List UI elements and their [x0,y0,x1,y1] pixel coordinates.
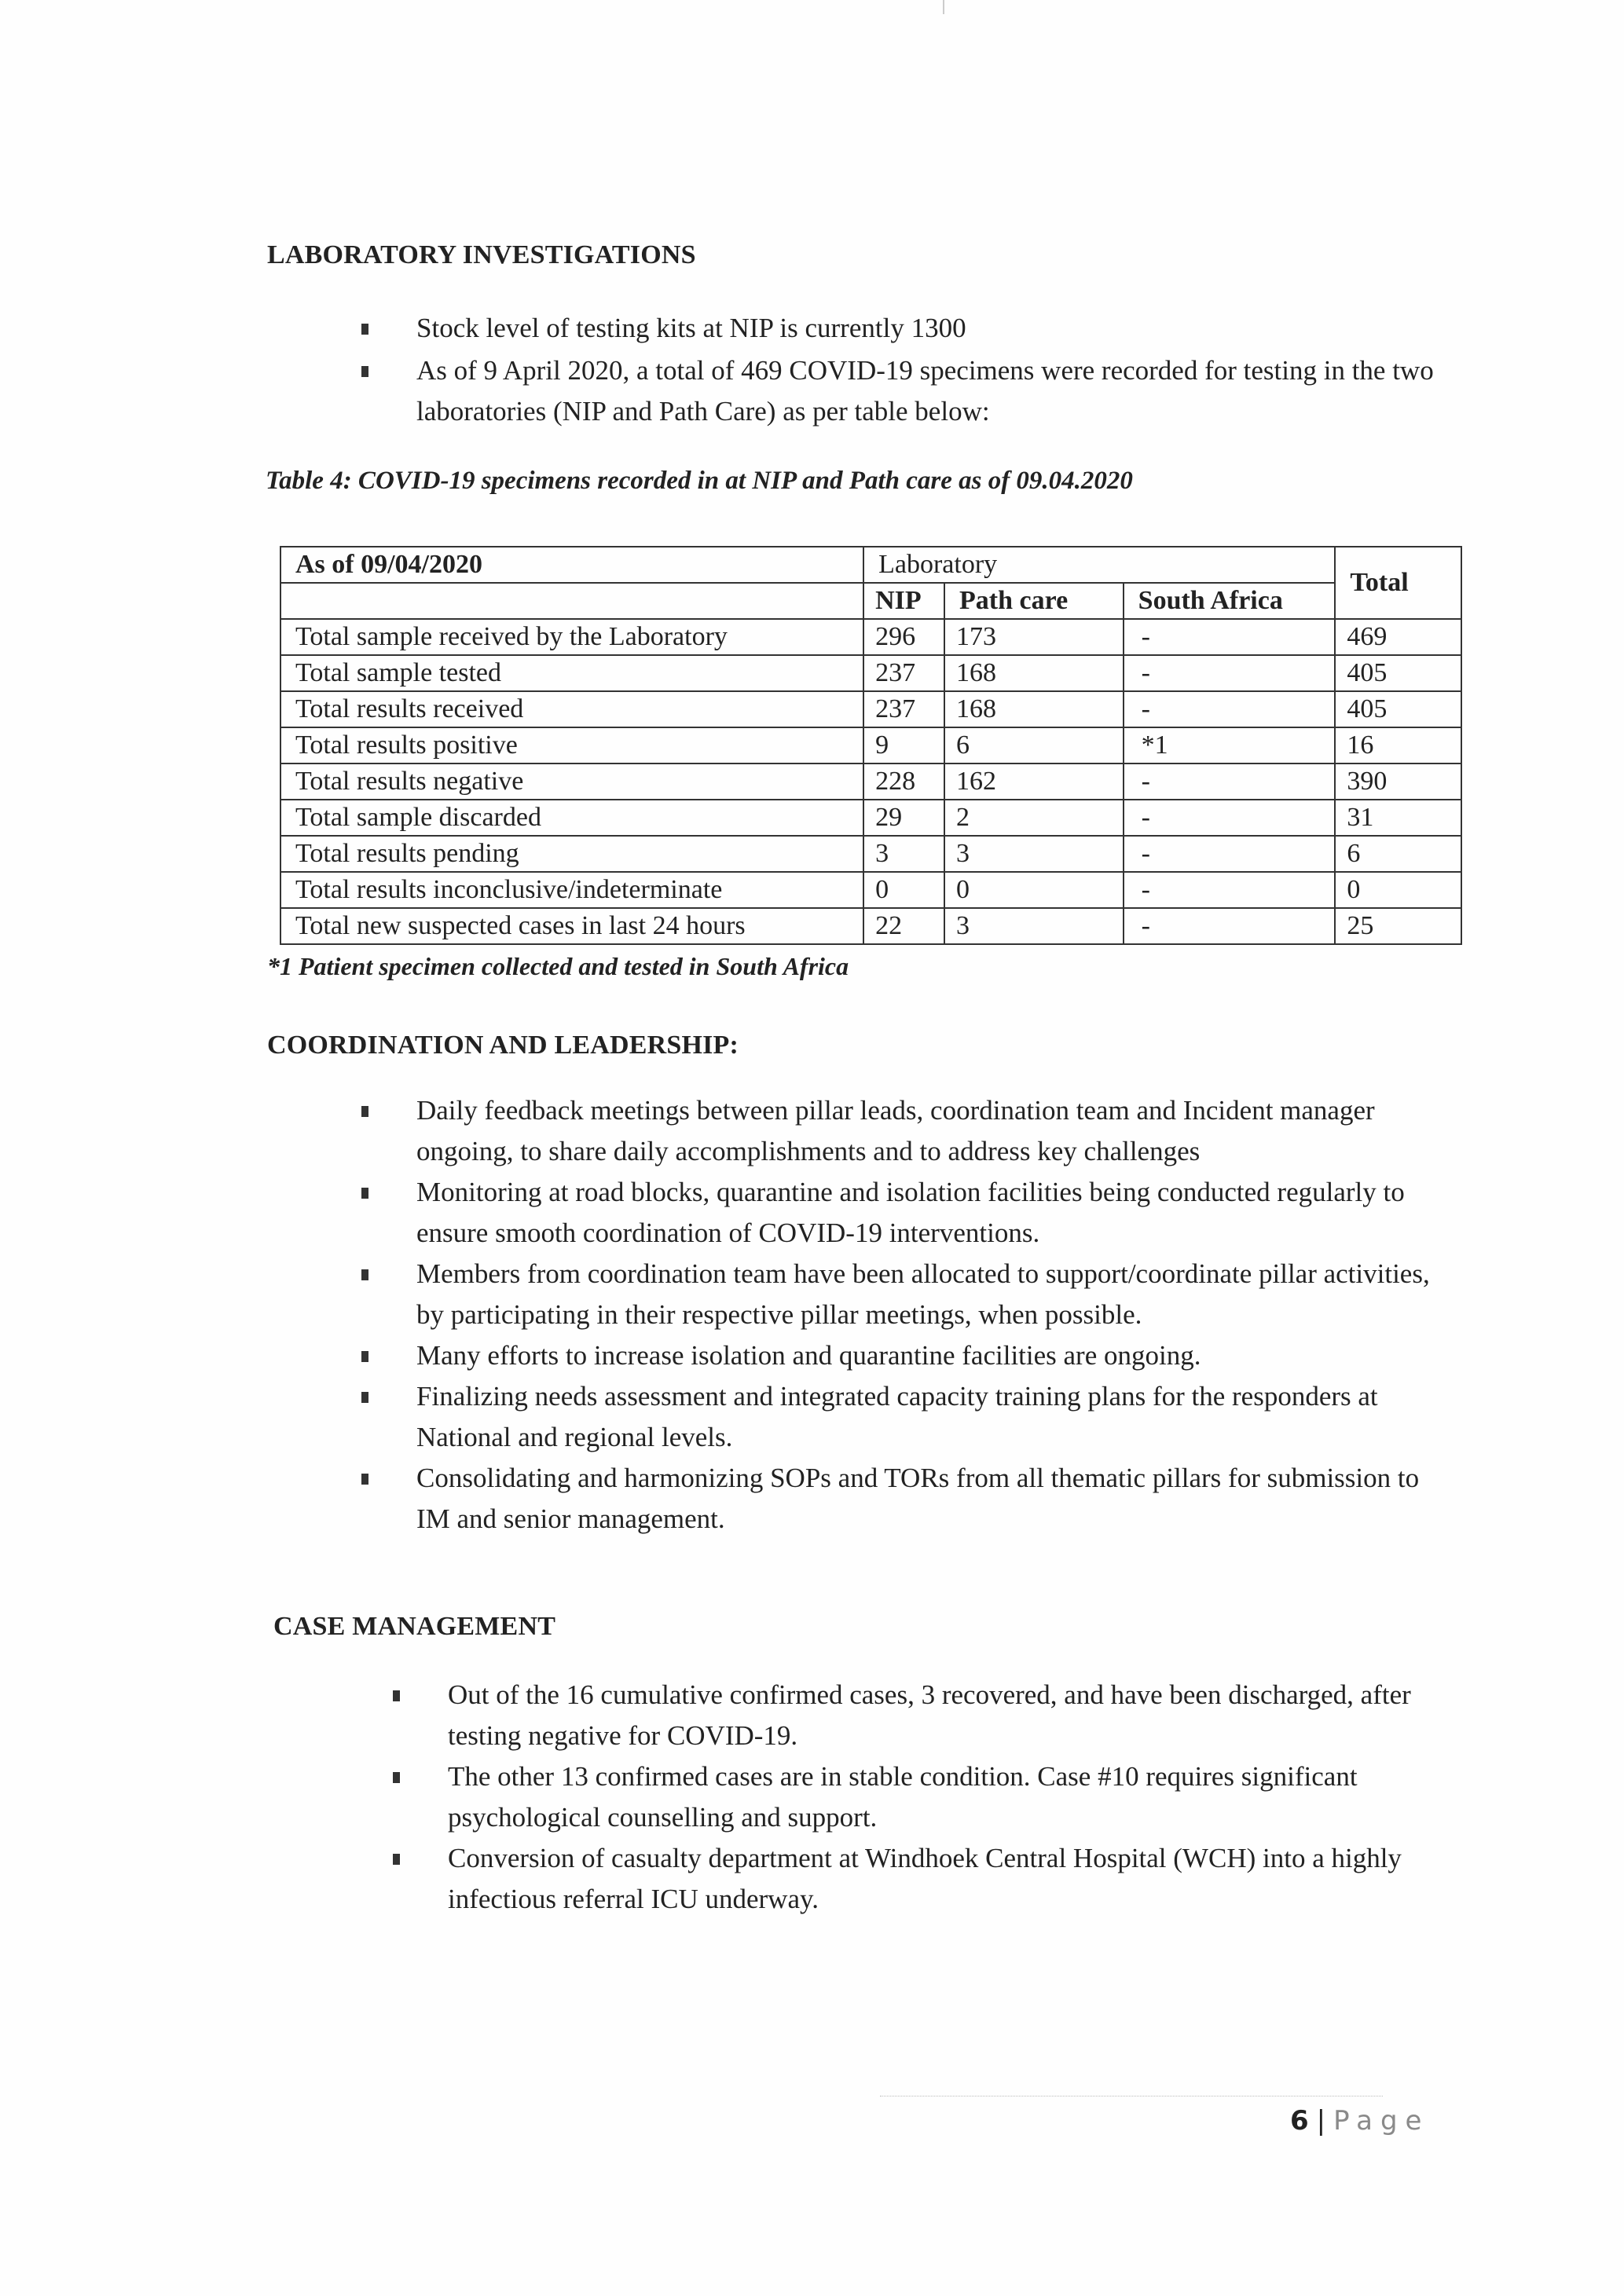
bullet-text: Conversion of casualty department at Windhoek Central Hospital (WCH) into a highly infectious referral ICU underway. [448,1843,1402,1914]
table-row [280,872,1461,908]
list-item [393,1838,1446,1920]
cell-total: 25 [1335,908,1461,944]
case-heading: CASE MANAGEMENT [273,1612,556,1641]
square-bullet-icon [361,366,368,377]
cell-label: Total results positive [280,727,863,764]
cell-label: Total results pending [280,836,863,872]
square-bullet-icon [393,1854,400,1865]
header-south-africa: South Africa [1124,583,1336,619]
table-row [280,908,1461,944]
table-footnote: *1 Patient specimen collected and tested in South Africa [267,952,849,980]
cell-total: 16 [1335,727,1461,764]
bullet-text: As of 9 April 2020, a total of 469 COVID-19 specimens were recorded for testing in the two laboratories (NIP and Path Care) as per table below: [416,355,1434,427]
list-item [361,1090,1446,1172]
table-row [280,691,1461,727]
table-row [280,655,1461,691]
cell-label: Total sample received by the Laboratory [280,619,863,655]
table-caption: Table 4: COVID-19 specimens recorded in at NIP and Path care as of 09.04.2020 [266,467,1133,495]
bullet-text: Monitoring at road blocks, quarantine and isolation facilities being conducted regularly to ensure smooth coordination of COVID-19 interventions. [416,1177,1405,1248]
cell-total: 405 [1335,655,1461,691]
page-number [1290,2105,1429,2137]
cell-label: Total new suspected cases in last 24 hours [280,908,863,944]
lab-specimens-table [280,546,1462,945]
cell-pathcare: 168 [944,655,1124,691]
page-number-value: 6 [1290,2105,1309,2137]
cell-sa: - [1124,872,1336,908]
cell-total: 31 [1335,800,1461,836]
cell-sa: - [1124,800,1336,836]
table-body [280,619,1461,944]
coord-heading: COORDINATION AND LEADERSHIP: [267,1031,739,1060]
table-row [280,727,1461,764]
header-empty [280,583,863,619]
table-row [280,619,1461,655]
cell-total: 469 [1335,619,1461,655]
cell-sa: - [1124,655,1336,691]
bullet-text: The other 13 confirmed cases are in stable condition. Case #10 requires significant psychological counselling and support. [448,1761,1358,1833]
cell-pathcare: 6 [944,727,1124,764]
cell-sa: - [1124,908,1336,944]
cell-total: 0 [1335,872,1461,908]
list-item [361,350,1477,432]
square-bullet-icon [361,1188,368,1199]
cell-pathcare: 2 [944,800,1124,836]
table-row [280,836,1461,872]
list-item [393,1756,1446,1838]
bullet-text: Stock level of testing kits at NIP is currently 1300 [416,313,966,343]
cell-nip: 237 [863,655,944,691]
square-bullet-icon [393,1690,400,1701]
cell-sa: *1 [1124,727,1336,764]
cell-pathcare: 168 [944,691,1124,727]
square-bullet-icon [361,1269,368,1280]
cell-label: Total sample tested [280,655,863,691]
bullet-text: Consolidating and harmonizing SOPs and TORs from all thematic pillars for submission to IM and senior management. [416,1463,1420,1534]
square-bullet-icon [361,1474,368,1485]
cell-nip: 3 [863,836,944,872]
square-bullet-icon [361,1351,368,1362]
cell-pathcare: 0 [944,872,1124,908]
page-separator: | [1316,2105,1326,2137]
square-bullet-icon [393,1772,400,1783]
list-item [361,1376,1446,1458]
cell-total: 390 [1335,764,1461,800]
header-nip: NIP [863,583,944,619]
cell-pathcare: 3 [944,908,1124,944]
table-header-row [280,547,1461,583]
scan-artifact [943,0,944,14]
cell-nip: 22 [863,908,944,944]
cell-sa: - [1124,836,1336,872]
cell-nip: 237 [863,691,944,727]
lab-bullet-list [361,308,1477,432]
square-bullet-icon [361,324,368,335]
square-bullet-icon [361,1106,368,1117]
header-pathcare: Path care [944,583,1124,619]
list-item [361,1458,1446,1540]
table-row [280,800,1461,836]
table-row [280,764,1461,800]
header-laboratory: Laboratory [863,547,1335,583]
cell-pathcare: 173 [944,619,1124,655]
lab-heading: LABORATORY INVESTIGATIONS [267,240,696,269]
cell-sa: - [1124,619,1336,655]
bullet-text: Out of the 16 cumulative confirmed cases, 3 recovered, and have been discharged, after testing negative for COVID-19. [448,1679,1411,1751]
bullet-text: Many efforts to increase isolation and quarantine facilities are ongoing. [416,1340,1201,1371]
list-item [361,1335,1446,1376]
cell-label: Total results received [280,691,863,727]
list-item [361,1172,1446,1254]
header-total: Total [1335,547,1461,619]
cell-nip: 9 [863,727,944,764]
header-date: As of 09/04/2020 [280,547,863,583]
bullet-text: Finalizing needs assessment and integrated capacity training plans for the responders at National and regional levels. [416,1381,1378,1452]
bullet-text: Members from coordination team have been allocated to support/coordinate pillar activities, by participating in their respective pillar meetings, when possible. [416,1258,1430,1330]
cell-label: Total results inconclusive/indeterminate [280,872,863,908]
cell-nip: 0 [863,872,944,908]
cell-nip: 228 [863,764,944,800]
list-item [393,1675,1446,1756]
cell-sa: - [1124,764,1336,800]
cell-nip: 296 [863,619,944,655]
case-bullet-list [393,1675,1446,1920]
cell-label: Total results negative [280,764,863,800]
list-item [361,308,1477,349]
cell-total: 6 [1335,836,1461,872]
cell-nip: 29 [863,800,944,836]
page-label: Page [1333,2105,1430,2137]
cell-label: Total sample discarded [280,800,863,836]
table-subheader-row [280,583,1461,619]
list-item [361,1254,1446,1335]
square-bullet-icon [361,1392,368,1403]
bullet-text: Daily feedback meetings between pillar leads, coordination team and Incident manager ongoing, to share daily accomplishments and to address key challenges [416,1095,1375,1166]
cell-total: 405 [1335,691,1461,727]
cell-sa: - [1124,691,1336,727]
cell-pathcare: 162 [944,764,1124,800]
coord-bullet-list [361,1090,1446,1540]
cell-pathcare: 3 [944,836,1124,872]
